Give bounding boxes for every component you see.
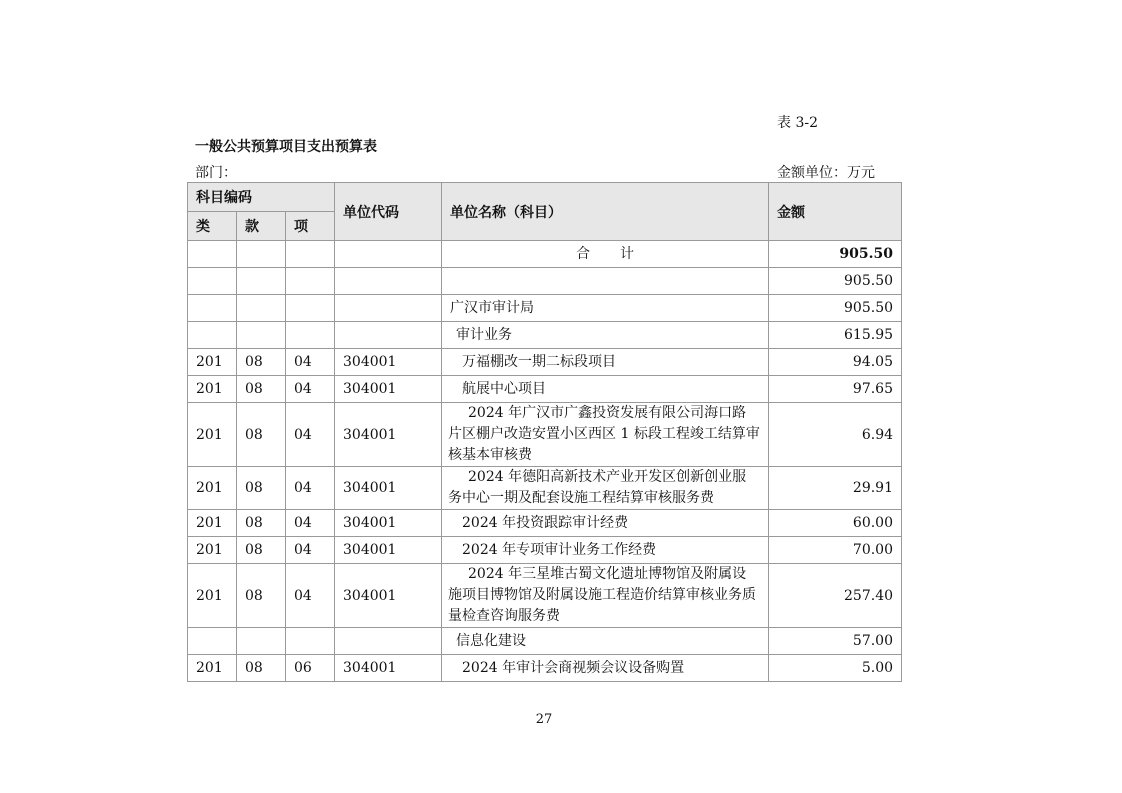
header-code-group: 科目编码 [188,183,335,212]
table-row [188,322,902,349]
cell-unit-code [335,295,442,322]
cell-lei: 201 [188,349,237,376]
cell-amount: 905.50 [769,268,902,295]
cell-xiang: 04 [286,564,335,628]
cell-xiang: 06 [286,655,335,682]
cell-lei [188,268,237,295]
cell-unit-name: 2024 年广汉市广鑫投资发展有限公司海口路片区棚户改造安置小区西区 1 标段工程竣工结算审核基本审核费 [442,403,769,467]
page-number: 27 [535,712,553,727]
cell-lei: 201 [188,376,237,403]
cell-unit-name: 2024 年专项审计业务工作经费 [442,537,769,564]
header-lei: 类 [188,212,237,241]
cell-xiang [286,322,335,349]
cell-xiang: 04 [286,403,335,467]
cell-amount: 97.65 [769,376,902,403]
cell-kuan: 08 [237,655,286,682]
table-row [188,376,902,403]
cell-xiang: 04 [286,376,335,403]
cell-amount: 257.40 [769,564,902,628]
cell-unit-name: 广汉市审计局 [442,295,769,322]
total-label: 合计 [576,246,665,262]
cell-xiang [286,628,335,655]
cell-unit-code [335,241,442,268]
cell-amount: 60.00 [769,510,902,537]
cell-amount: 615.95 [769,322,902,349]
table-row [188,467,902,510]
cell-unit-code: 304001 [335,655,442,682]
cell-lei: 201 [188,467,237,510]
cell-unit-name: 2024 年投资跟踪审计经费 [442,510,769,537]
cell-xiang: 04 [286,510,335,537]
cell-unit-code: 304001 [335,403,442,467]
cell-lei [188,322,237,349]
table-row [188,564,902,628]
table-row [188,268,902,295]
cell-unit-name: 万福棚改一期二标段项目 [442,349,769,376]
cell-kuan: 08 [237,564,286,628]
cell-kuan: 08 [237,403,286,467]
cell-lei: 201 [188,403,237,467]
table-row [188,295,902,322]
cell-unit-code [335,628,442,655]
cell-amount: 905.50 [769,295,902,322]
cell-unit-code: 304001 [335,349,442,376]
budget-table [187,182,902,682]
cell-unit-name: 信息化建设 [442,628,769,655]
table-row [188,403,902,467]
header-kuan: 款 [237,212,286,241]
amount-unit-label: 金额单位：万元 [777,165,875,181]
cell-lei: 201 [188,655,237,682]
cell-xiang: 04 [286,349,335,376]
cell-kuan: 08 [237,537,286,564]
cell-unit-name: 2024 年审计会商视频会议设备购置 [442,655,769,682]
cell-kuan [237,628,286,655]
cell-unit-name: 航展中心项目 [442,376,769,403]
cell-amount: 5.00 [769,655,902,682]
cell-lei: 201 [188,564,237,628]
table-row [188,241,902,268]
cell-amount: 905.50 [769,241,902,268]
cell-amount: 94.05 [769,349,902,376]
cell-xiang: 04 [286,467,335,510]
cell-unit-code [335,322,442,349]
cell-amount: 57.00 [769,628,902,655]
cell-kuan: 08 [237,467,286,510]
cell-unit-name [442,268,769,295]
cell-lei [188,295,237,322]
cell-unit-name: 审计业务 [442,322,769,349]
header-xiang: 项 [286,212,335,241]
cell-kuan [237,295,286,322]
cell-unit-code: 304001 [335,537,442,564]
table-number: 表 3-2 [777,115,818,131]
cell-xiang [286,295,335,322]
cell-unit-code: 304001 [335,564,442,628]
table-row [188,655,902,682]
cell-kuan: 08 [237,510,286,537]
cell-unit-name: 2024 年三星堆古蜀文化遗址博物馆及附属设施项目博物馆及附属设施工程造价结算审核业务质量检查咨询服务费 [442,564,769,628]
header-unit-code: 单位代码 [335,183,442,241]
cell-unit-code: 304001 [335,376,442,403]
header-unit-name: 单位名称（科目） [442,183,769,241]
cell-lei [188,241,237,268]
cell-unit-name [442,241,769,268]
document-title: 一般公共预算项目支出预算表 [195,139,377,155]
cell-kuan [237,322,286,349]
table-row [188,628,902,655]
table-row [188,537,902,564]
cell-kuan: 08 [237,376,286,403]
cell-xiang [286,241,335,268]
cell-unit-name: 2024 年德阳高新技术产业开发区创新创业服务中心一期及配套设施工程结算审核服务费 [442,467,769,510]
cell-lei [188,628,237,655]
cell-kuan [237,268,286,295]
cell-kuan [237,241,286,268]
cell-unit-code [335,268,442,295]
cell-unit-code: 304001 [335,467,442,510]
cell-amount: 70.00 [769,537,902,564]
header-amount: 金额 [769,183,902,241]
department-label: 部门： [195,165,237,181]
table-row [188,349,902,376]
cell-amount: 6.94 [769,403,902,467]
cell-kuan: 08 [237,349,286,376]
cell-amount: 29.91 [769,467,902,510]
cell-xiang: 04 [286,537,335,564]
cell-xiang [286,268,335,295]
cell-unit-code: 304001 [335,510,442,537]
cell-lei: 201 [188,510,237,537]
cell-lei: 201 [188,537,237,564]
table-row [188,510,902,537]
